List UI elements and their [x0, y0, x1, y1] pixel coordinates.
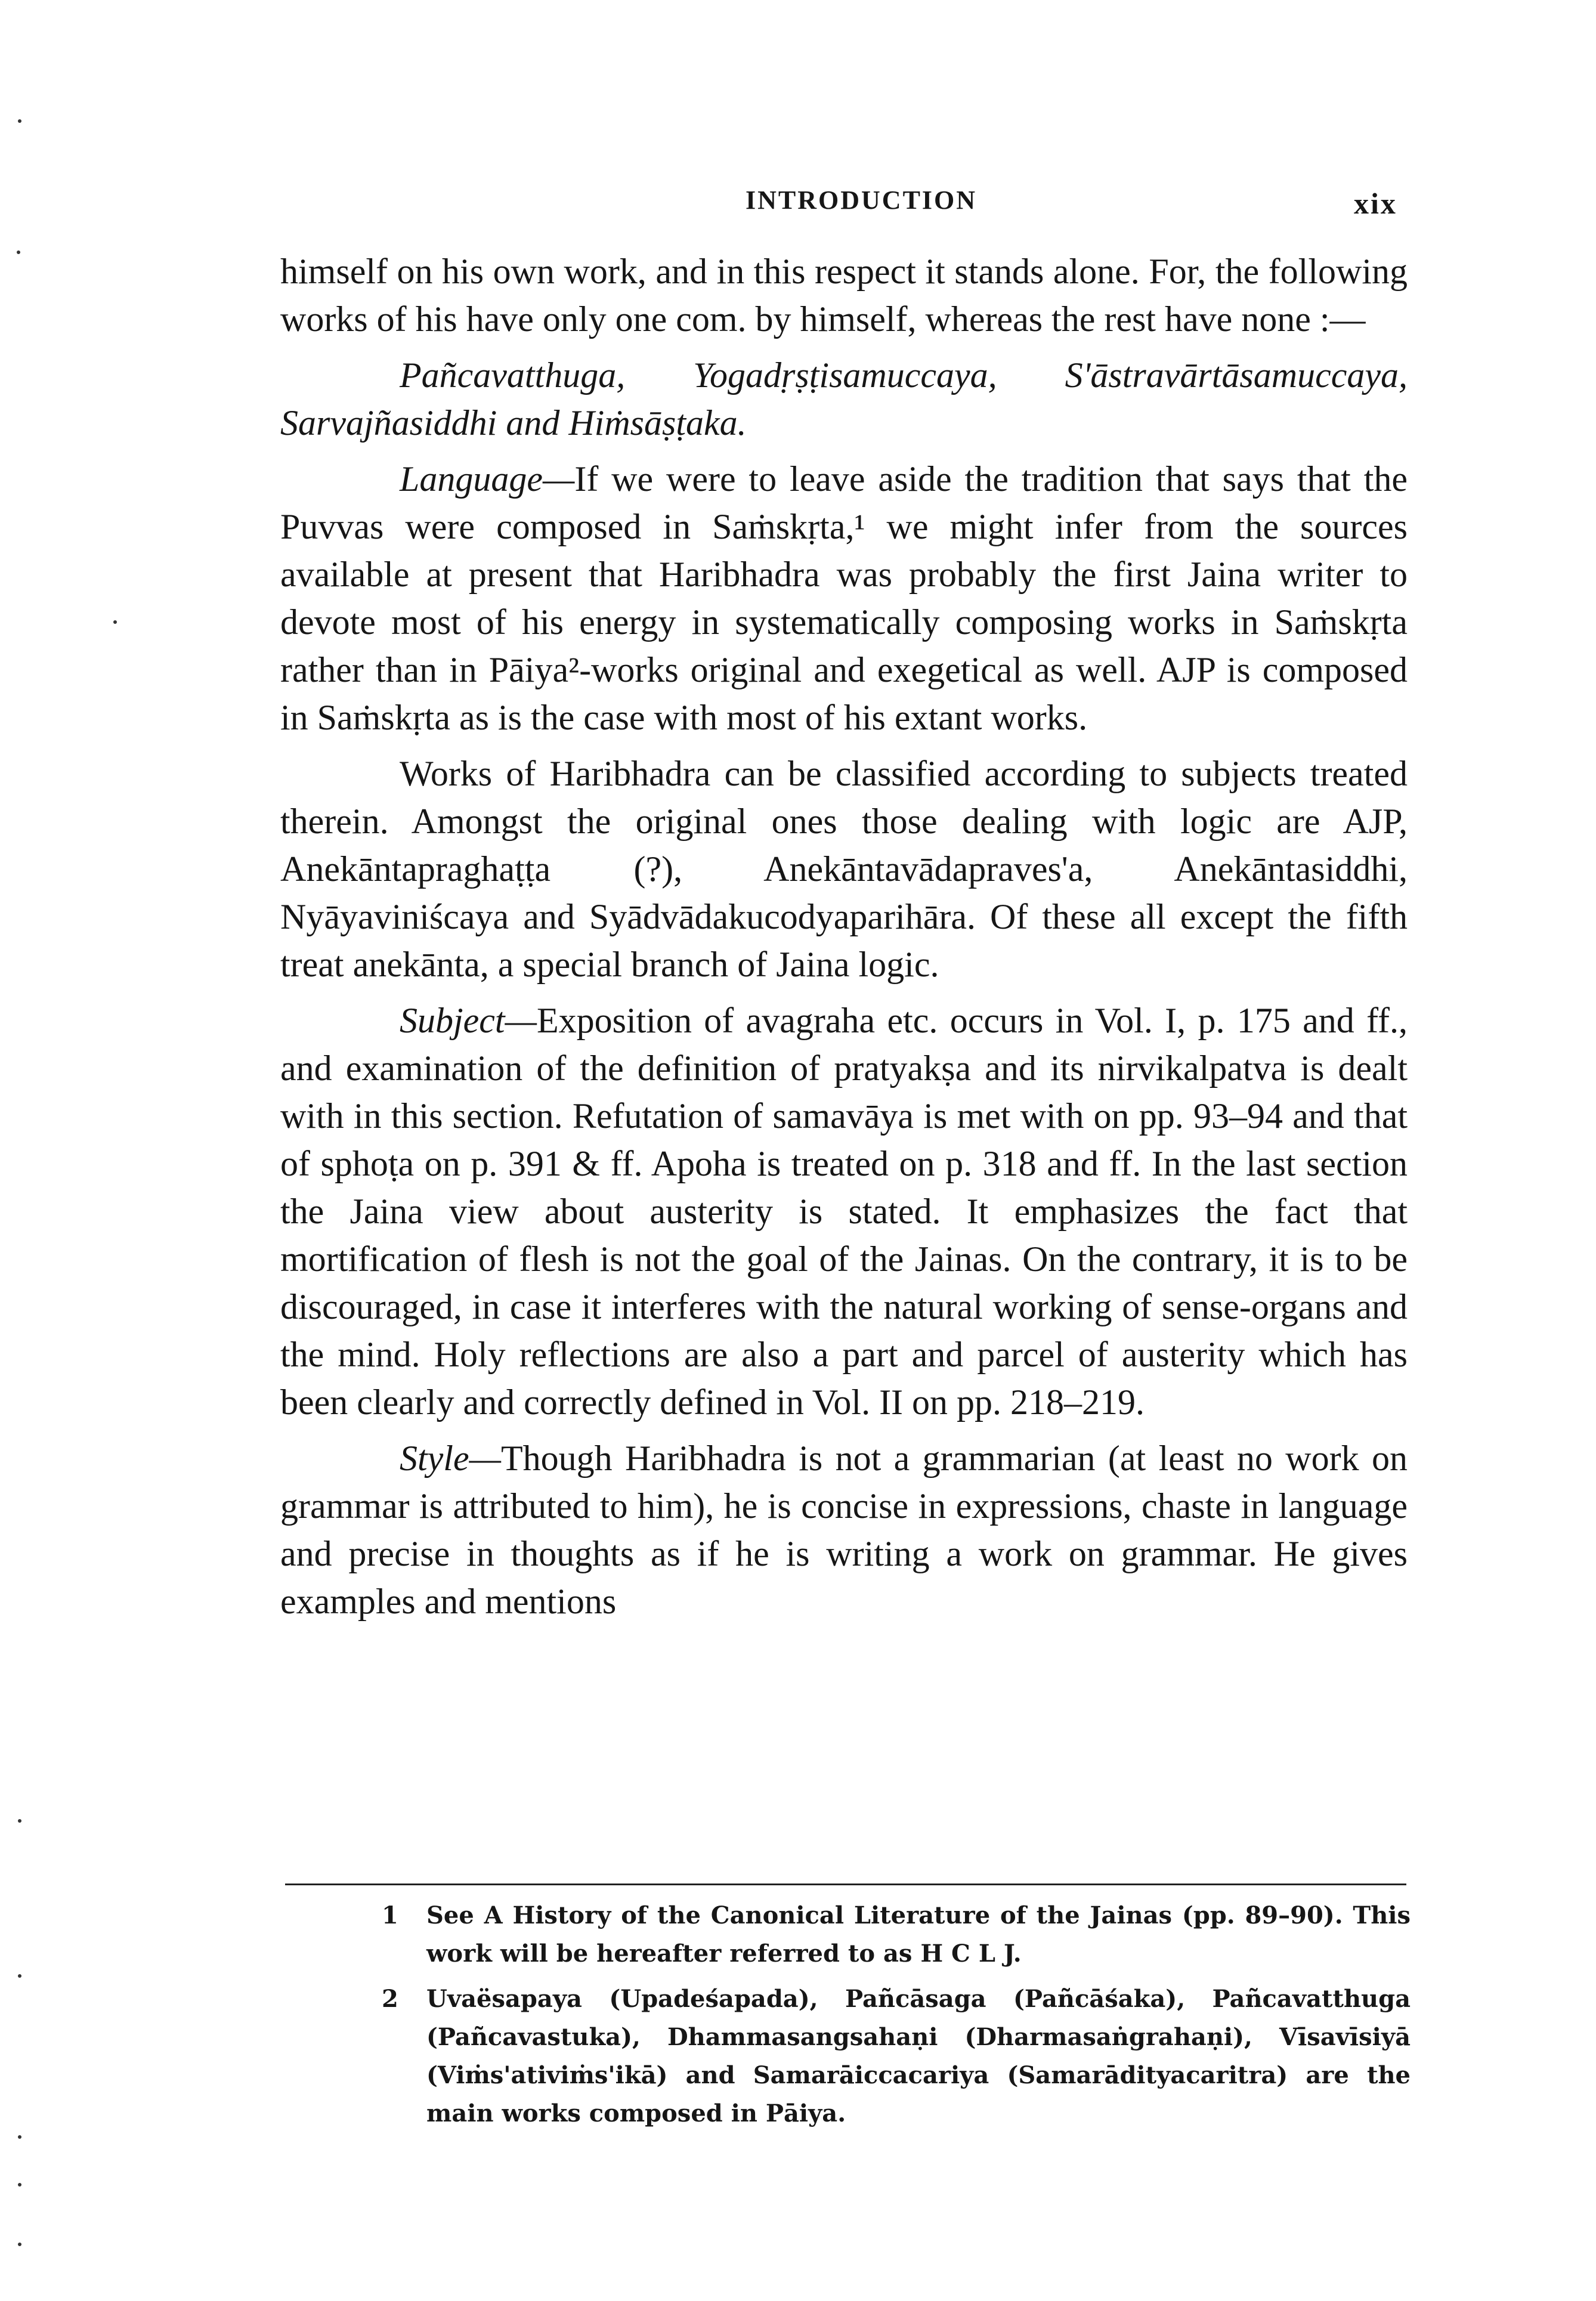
scan-speck: [113, 620, 117, 624]
page-number: xix: [1354, 187, 1397, 220]
scan-speck: [18, 2183, 21, 2186]
paragraph-continuation: himself on his own work, and in this respect it stands alone. For, the following works of his have only one com. by himself, whereas the rest have none :—: [280, 252, 1408, 339]
works-list-text: Pañcavatthuga, Yogadṛṣṭisamuccaya, S'āstravārtāsamuccaya, Sarvajñasiddhi and Hiṁsāṣṭaka.: [280, 355, 1408, 443]
running-head: [0, 173, 1596, 227]
footnotes: [370, 1897, 1411, 2140]
main-text: [280, 248, 1408, 1634]
footnote-2: [370, 1980, 1411, 2133]
paragraph-language-text: If we were to leave aside the tradition that says that the Puvvas were composed in Saṁskṛta,¹ we might infer from the sources available at present that Haribhadra was probably the first Jaina writer to devote most of his energy in systematically composing works in Saṁskṛta rather than in Pāiya²-works original and exegetical as well. AJP is composed in Saṁskṛta as is the case with most of his extant works.: [280, 459, 1408, 737]
works-list: [280, 351, 1408, 447]
running-head-title: INTRODUCTION: [746, 185, 978, 215]
scan-speck: [18, 119, 21, 123]
paragraph-language: [280, 455, 1408, 741]
section-heading-language: Language—: [400, 459, 575, 499]
scan-speck: [17, 250, 20, 254]
footnote-divider: [285, 1884, 1406, 1885]
scan-speck: [18, 1819, 21, 1823]
section-heading-subject: Subject—: [400, 1001, 537, 1040]
scan-speck: [18, 1974, 21, 1978]
paragraph-subject: [280, 997, 1408, 1426]
scan-speck: [18, 2135, 21, 2139]
paragraph-classification: Works of Haribhadra can be classified according to subjects treated therein. Amongst the original ones those dealing with logic are AJP, Anekāntapraghaṭṭa (?), Anekāntavādapraves'a, Anekāntasiddhi, Nyāyaviniścaya and Syādvādakucodyaparihāra. Of these all except the fifth treat anekānta, a special branch of Jaina logic.: [280, 754, 1408, 984]
scan-speck: [18, 2243, 21, 2246]
footnote-number: 1: [382, 1901, 398, 1929]
footnote-1: [370, 1897, 1411, 1973]
paragraph-subject-text: Exposition of avagraha etc. occurs in Vol. I, p. 175 and ff., and examination of the definition of pratyakṣa and its nirvikalpatva is dealt with in this section. Refutation of samavāya is met with on pp. 93–94 and that of sphoṭa on p. 391 & ff. Apoha is treated on p. 318 and ff. In the last section the Jaina view about austerity is stated. It emphasizes the fact that mortification of flesh is not the goal of the Jainas. On the contrary, it is to be discouraged, in case it interferes with the natural working of sense-organs and the mind. Holy reflections are also a part and parcel of austerity which has been clearly and correctly defined in Vol. II on pp. 218–219.: [280, 1001, 1408, 1422]
paragraph-style-text: Though Haribhadra is not a grammarian (at least no work on grammar is attributed to him), he is concise in expressions, chaste in language and precise in thoughts as if he is writing a work on grammar. He gives examples and mentions: [280, 1439, 1408, 1621]
section-heading-style: Style—: [400, 1439, 501, 1478]
footnote-number: 2: [382, 1985, 398, 2013]
footnote-text: Uvaësapaya (Upadeśapada), Pañcāsaga (Pañcāśaka), Pañcavatthuga (Pañcavastuka), Dhammasangsahaṇi (Dharmasaṅgrahaṇi), Vīsavīsiyā (Viṁs'ativiṁs'ikā) and Samarāiccacariya (Samarādityacaritra) are the main works composed in Pāiya.: [426, 1985, 1411, 2127]
footnote-text: See A History of the Canonical Literature of the Jainas (pp. 89–90). This work will be hereafter referred to as H C L J.: [426, 1901, 1411, 1968]
paragraph-style: [280, 1434, 1408, 1625]
